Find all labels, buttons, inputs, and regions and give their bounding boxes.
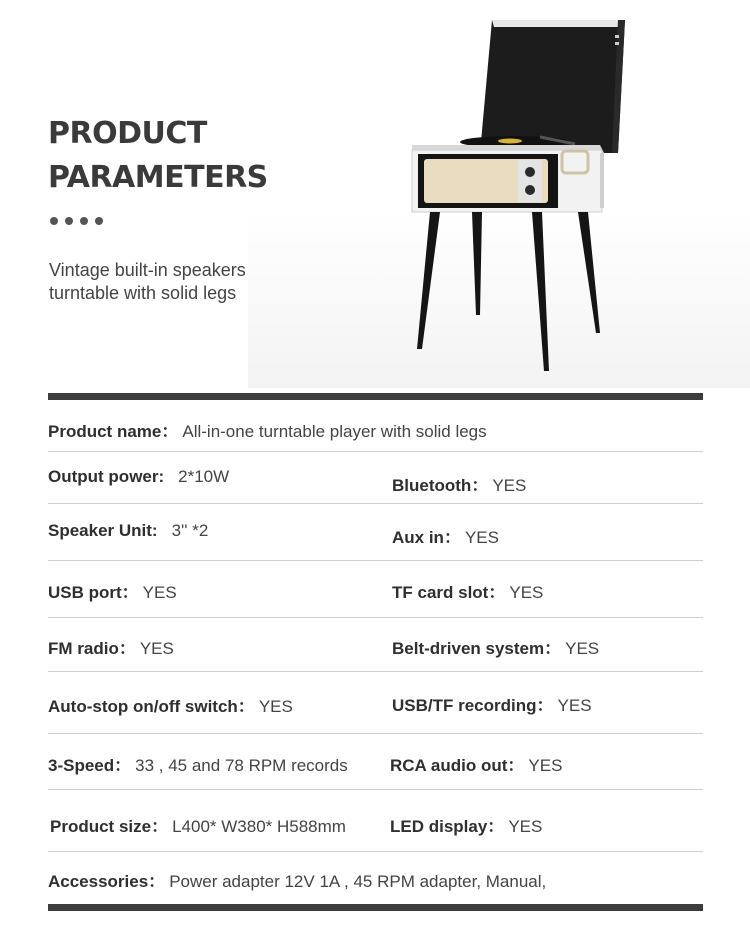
spec-label: 3-Speed： xyxy=(48,756,132,775)
spec-value: Power adapter 12V 1A , 45 RPM adapter, Manual, xyxy=(169,872,547,891)
spec-value: YES xyxy=(464,528,499,547)
spec-bluetooth xyxy=(392,471,526,496)
spec-label: Belt-driven system： xyxy=(392,639,562,658)
decorative-dots xyxy=(50,217,103,225)
row-divider xyxy=(48,789,703,790)
spec-tf-card-slot xyxy=(392,578,543,603)
spec-accessories xyxy=(48,867,546,892)
spec-value: YES xyxy=(565,639,600,658)
spec-fm-radio xyxy=(48,634,174,659)
spec-usb-tf-recording xyxy=(392,691,592,716)
spec-label: USB/TF recording： xyxy=(392,696,554,715)
spec-label: Output power: xyxy=(48,467,165,486)
spec-aux-in xyxy=(392,523,499,548)
bottom-divider-bar xyxy=(48,904,703,911)
spec-led-display xyxy=(390,812,542,837)
spec-label: TF card slot： xyxy=(392,583,506,602)
spec-output-power xyxy=(48,467,229,487)
spec-product-size xyxy=(50,812,346,837)
spec-label: Auto-stop on/off switch： xyxy=(48,697,255,716)
spec-value: YES xyxy=(258,697,293,716)
spec-label: Accessories： xyxy=(48,872,166,891)
spec-rca-audio-out xyxy=(390,751,562,776)
spec-speaker-unit xyxy=(48,521,208,541)
spec-value: YES xyxy=(528,756,563,775)
dot xyxy=(50,217,58,225)
spec-value: 3'' *2 xyxy=(171,521,209,540)
product-subtitle: Vintage built-in speakers turntable with solid legs xyxy=(49,260,246,303)
row-divider xyxy=(48,733,703,734)
top-divider-bar xyxy=(48,393,703,400)
spec-label: Product size： xyxy=(50,817,169,836)
spec-value: All-in-one turntable player with solid legs xyxy=(182,422,487,441)
dot xyxy=(95,217,103,225)
turntable-product-image xyxy=(400,15,635,380)
spec-value: YES xyxy=(557,696,592,715)
row-divider xyxy=(48,617,703,618)
spec-label: USB port： xyxy=(48,583,139,602)
page-title: PRODUCT PARAMETERS xyxy=(48,116,268,195)
spec-value: 2*10W xyxy=(178,467,230,486)
dot xyxy=(65,217,73,225)
row-divider xyxy=(48,671,703,672)
spec-value: YES xyxy=(492,476,527,495)
row-divider xyxy=(48,503,703,504)
spec-label: Speaker Unit: xyxy=(48,521,158,540)
spec-usb-port xyxy=(48,578,177,603)
spec-value: L400* W380* H588mm xyxy=(172,817,346,836)
spec-label: LED display： xyxy=(390,817,505,836)
spec-value: YES xyxy=(139,639,174,658)
spec-product-name xyxy=(48,417,487,442)
spec-belt-driven xyxy=(392,634,599,659)
spec-value: 33 , 45 and 78 RPM records xyxy=(135,756,348,775)
spec-label: FM radio： xyxy=(48,639,136,658)
spec-auto-stop xyxy=(48,692,293,717)
spec-label: Aux in： xyxy=(392,528,461,547)
spec-label: RCA audio out： xyxy=(390,756,525,775)
spec-label: Bluetooth： xyxy=(392,476,489,495)
row-divider xyxy=(48,851,703,852)
row-divider xyxy=(48,451,703,452)
spec-label: Product name： xyxy=(48,422,179,441)
spec-value: YES xyxy=(508,817,543,836)
row-divider xyxy=(48,560,703,561)
spec-value: YES xyxy=(142,583,177,602)
spec-value: YES xyxy=(509,583,544,602)
spec-3-speed xyxy=(48,751,348,776)
dot xyxy=(80,217,88,225)
